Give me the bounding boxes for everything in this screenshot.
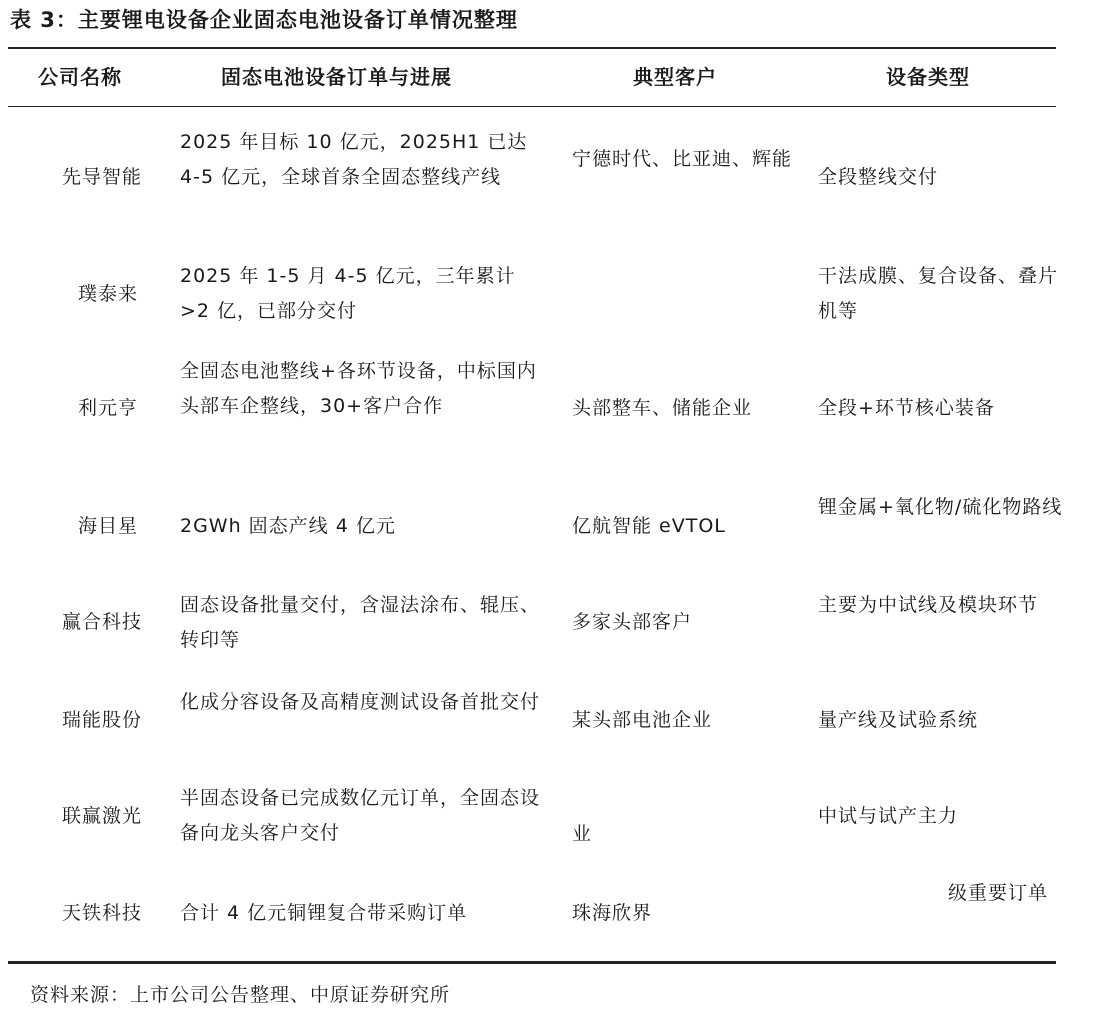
table-row-1-equipment: 全段整线交付	[818, 166, 939, 188]
table-row-4-customers: 亿航智能 eVTOL	[572, 515, 726, 537]
header-customers: 典型客户	[633, 65, 717, 89]
table-row-6-company: 瑞能股份	[62, 709, 143, 731]
table-row-8-company: 天铁科技	[62, 902, 143, 924]
table-row-5-company: 赢合科技	[62, 611, 143, 633]
table-top-rule	[8, 47, 1056, 49]
table-row-8-orders: 合计 4 亿元铜锂复合带采购订单	[180, 902, 468, 924]
table-row-3-company: 利元亨	[78, 397, 139, 419]
table-row-2-company: 璞泰来	[78, 283, 139, 305]
source-note: 资料来源：上市公司公告整理、中原证券研究所	[30, 984, 451, 1006]
table-bottom-rule	[8, 961, 1056, 964]
table-row-6-equipment: 量产线及试验系统	[818, 709, 979, 731]
table-header-rule	[8, 106, 1056, 107]
table-row-4-orders: 2GWh 固态产线 4 亿元	[180, 515, 396, 537]
table-row-3-equipment: 全段+环节核心装备	[818, 397, 995, 419]
table-row-8-equipment: 级重要订单	[948, 882, 1049, 904]
table-row-2-equipment: 干法成膜、复合设备、叠片机等	[818, 265, 1059, 322]
header-orders: 固态电池设备订单与进展	[221, 65, 452, 89]
table-row-3-orders: 全固态电池整线+各环节设备，中标国内头部车企整线，30+客户合作	[180, 360, 537, 417]
table-row-8-customers: 珠海欣界	[572, 902, 653, 924]
table-caption: 表 3：主要锂电设备企业固态电池设备订单情况整理	[10, 8, 518, 32]
table-row-4-equipment: 锂金属+氧化物/硫化物路线	[818, 496, 1063, 518]
table-row-6-customers: 某头部电池企业	[572, 709, 713, 731]
table-row-2-orders: 2025 年 1-5 月 4-5 亿元，三年累计>2 亿，已部分交付	[180, 265, 516, 322]
table-row-7-orders: 半固态设备已完成数亿元订单，全固态设备向龙头客户交付	[180, 787, 541, 844]
table-row-5-orders: 固态设备批量交付，含湿法涂布、辊压、转印等	[180, 594, 541, 651]
table-row-7-company: 联赢激光	[62, 805, 143, 827]
table-row-7-equipment: 中试与试产主力	[818, 805, 959, 827]
table-row-7-customers: 业	[572, 823, 593, 845]
table-row-1-orders: 2025 年目标 10 亿元，2025H1 已达 4-5 亿元，全球首条全固态整线产线	[180, 131, 528, 188]
table-row-5-customers: 多家头部客户	[572, 611, 693, 633]
table-row-4-company: 海目星	[78, 515, 139, 537]
table-row-1-customers: 宁德时代、比亚迪、辉能	[572, 148, 793, 170]
header-company: 公司名称	[38, 65, 122, 89]
table-row-5-equipment: 主要为中试线及模块环节	[818, 594, 1039, 616]
table-row-1-company: 先导智能	[62, 166, 143, 188]
table-row-6-orders: 化成分容设备及高精度测试设备首批交付	[180, 691, 541, 713]
table-row-3-customers: 头部整车、储能企业	[572, 397, 753, 419]
header-equipment: 设备类型	[886, 65, 970, 89]
